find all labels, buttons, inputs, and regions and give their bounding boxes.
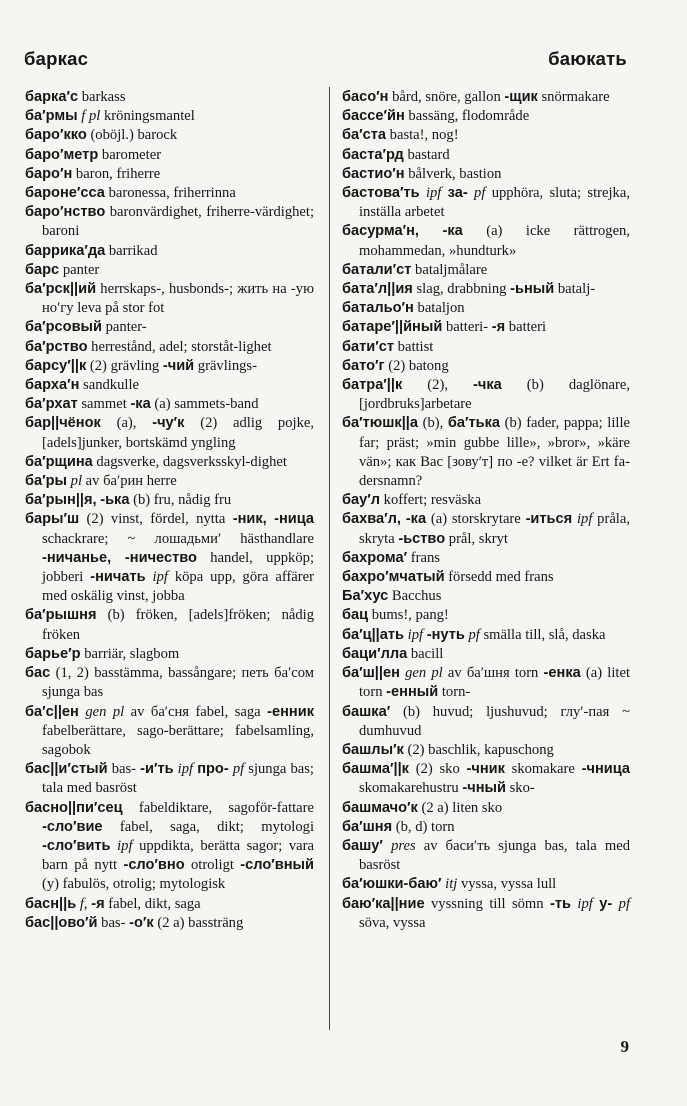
definition-text: kröningsmantel [100,108,195,125]
dictionary-entry [25,376,314,395]
definition-text: grävlings- [194,357,257,374]
definition-text: av ба′рин herre [82,473,177,490]
definition-text: bataljon [413,300,465,317]
dictionary-entry [25,914,314,933]
headword: барье′р [25,645,81,662]
dictionary-entry [342,818,630,837]
grammar-label: f pl [81,108,101,125]
definition-text: battist [394,338,434,355]
definition-text: (b) fröken, [adels]fröken; nådig fröken [42,607,314,643]
headword: бати′ст [342,338,395,355]
headword: баро′н [25,165,73,182]
definition-text: sko- [505,780,535,797]
dictionary-entry [25,280,314,318]
definition-text: (oböjl.) barock [86,127,178,144]
dictionary-entry [25,203,314,241]
grammar-label: ipf [152,569,168,586]
dictionary-entry [342,318,630,337]
derived-form: -сло′вный [240,857,314,874]
definition-text: barkass [78,89,126,105]
headword: басно||пи′сец [25,799,123,816]
definition-text: fabel, saga, dikt; mytologi [102,818,314,835]
headword: басо′н [342,89,389,105]
definition-text: herrestånd, adel; storståt-lighet [87,338,272,355]
definition-text: prål, skryt [445,530,508,547]
derived-form: -сло′вие [42,818,103,835]
dictionary-entry [342,549,630,568]
dictionary-entry [342,357,630,376]
headword: ба′ры [25,473,68,490]
derived-form: -чный [462,780,506,797]
definition-text: bård, snöre, gallon [388,89,505,105]
definition-text: (2), [402,377,473,394]
definition-text: (b) huvud; ljushuvud; глу′-пая ~ dumhuvud [359,703,630,739]
dictionary-entry [342,414,630,491]
definition-text: (b) daglönare, [jordbruks]arbetare [359,377,631,413]
definition-text: skomakare [504,761,582,778]
definition-text: bålverk, bastion [404,165,502,182]
dictionary-entry [342,664,630,702]
definition-text: försedd med frans [444,569,554,586]
definition-text: barrikad [105,242,158,259]
definition-text: (y) fabulös, otrolig; mytologisk [42,876,226,893]
headword: барсу′||к [25,357,87,374]
definition-text: batteri- [442,319,492,336]
dictionary-entry [25,472,314,491]
headword: бас||и′стый [25,761,108,778]
derived-form: -ка [130,396,151,413]
dictionary-entry [342,837,630,875]
dictionary-entry [342,491,630,510]
definition-text: (b), [418,415,448,432]
derived-form: -я [91,895,105,912]
headword: батра′||к [342,377,403,394]
definition-text: koffert; resväska [380,492,482,509]
derived-form: -ть [550,895,571,912]
headword: ба′ш||ен [342,665,400,682]
derived-form: -чник [466,761,505,778]
grammar-label: pf [474,185,486,202]
headword: баци′лла [342,645,408,662]
headword: башмачо′к [342,799,418,816]
derived-form: -и′ть [140,761,174,778]
definition-text: snörmakare [537,89,610,105]
headword: ба′шня [342,818,393,835]
definition-text: (a) storskrytare [426,511,526,528]
derived-form: ба′тька [447,415,501,432]
dictionary-entry [25,357,314,376]
definition-text: barometer [98,146,162,163]
headword: башка′ [342,703,391,720]
definition-text: (2 a) liten sko [417,799,503,816]
grammar-label: pf [232,761,245,778]
headword: Ба′хус [342,588,389,605]
headword: батальо′н [342,300,414,317]
definition-text: bas- [97,914,130,931]
definition-text: bas- [107,761,141,778]
derived-form: -чка [473,377,502,394]
headword: бац [342,607,369,624]
dictionary-entry [342,895,630,933]
headword: бахро′мчатый [342,569,445,586]
definition-text: (1, 2) basstämma, bassångare; петь ба′сом sjunga bas [42,665,314,701]
definition-text: dagsverke, dagsverksskyl-dighet [92,453,287,470]
definition-text: (b, d) torn [392,818,455,835]
dictionary-entry [342,126,630,145]
grammar-label: ipf [407,626,424,643]
headword: баррика′да [25,242,106,259]
headword: батаре′||йный [342,319,443,336]
definition-text: av ба′сня fabel, saga [124,703,268,720]
headword: ба′с||ен [25,703,79,720]
dictionary-entry [342,338,630,357]
definition-text: av ба′шня torn [442,665,544,682]
headword: ба′ста [342,127,387,144]
headword: барс [25,261,60,278]
headword: бата′л||ия [342,281,413,298]
derived-form: -я [491,319,506,336]
definition-text: (a), [100,415,153,432]
derived-form: -чу′к [152,415,185,432]
dictionary-entry [342,261,630,280]
headword: бас [25,665,51,682]
definition-text: barriär, slagbom [80,645,180,662]
grammar-label: ipf [425,185,442,202]
definition-text: panter- [101,319,147,336]
derived-form: -щик [504,89,538,105]
dictionary-entry [25,165,314,184]
derived-form: -енный [386,684,439,701]
headword: бароне′сса [25,185,105,202]
definition-text: köpa upp, göra affärer med oskälig vinst, jobba [42,569,314,605]
dictionary-entry [25,395,314,414]
definition-text: bastard [403,146,450,163]
definition-text [383,838,391,854]
dictionary-entry [25,453,314,472]
definition-text: otroligt [184,857,241,874]
derived-form: -сло′вить [42,837,111,854]
definition-text: uppdikta, berätta sagor; vara barn på nytt [42,837,314,874]
headword: ба′рщина [25,453,93,470]
headword: бастио′н [342,165,405,182]
definition-text: (2) batong [384,357,449,374]
dictionary-entry [25,107,314,126]
definition-text: herrskaps-, husbonds-; жить на -ую но′гу leva på stor fot [42,281,314,317]
headword: ба′рск||ий [25,281,97,298]
headword: башу′ [342,837,383,854]
headword: батали′ст [342,261,412,278]
headword: бахрома′ [342,549,408,566]
definition-text: bassäng, flodområde [404,108,530,125]
definition-text: vyssa, vyssa lull [457,876,557,893]
derived-form: -ничать [90,569,146,586]
dictionary-entry [25,146,314,165]
headword: баро′кко [25,127,87,144]
definition-text: (b) fader, pappa; lille far; präst; »min gubbe lille», »bror», »käre vän»; как Вас [зову′т] по -е? vilket är Ert fa-dersnamn? [359,415,630,490]
derived-form: -ьный [510,281,555,298]
dictionary-entry [25,510,314,606]
dictionary-entry [342,606,630,625]
definition-text: bums!, pang! [368,607,449,624]
definition-text: (2) sko [408,761,467,778]
left-column [25,88,314,933]
headword: баю′ка||ние [342,895,425,912]
definition-text: (b) fru, nådig fru [129,492,232,509]
headword: барка′с [25,89,79,105]
headword: баро′метр [25,146,99,163]
dictionary-entry [342,299,630,318]
grammar-label: pf [468,626,480,643]
dictionary-entry [25,318,314,337]
derived-form: -сло′вно [123,857,185,874]
definition-text: frans [407,549,440,566]
dictionary-entry [342,165,630,184]
definition-text: söva, vyssa [359,914,426,931]
dictionary-entry [25,645,314,664]
definition-text: batalj- [554,281,596,298]
definition-text: handel, uppköp; jobberi [42,549,314,586]
headword: бар||чёнок [25,415,101,432]
derived-form: -ничанье, -ничество [42,549,197,566]
definition-text: slag, drabbning [412,281,511,298]
derived-form: -ник, [232,511,267,528]
definition-text: fabel, dikt, saga [104,895,201,912]
dictionary-entry [342,376,630,414]
dictionary-entry [25,88,314,107]
grammar-label: pf [618,895,630,912]
running-head-right: баюкать [548,48,627,69]
headword: ба′рство [25,338,88,355]
derived-form: -чница [581,761,630,778]
grammar-label: pres [391,837,416,854]
derived-form: -нуть [426,626,465,643]
derived-form: -иться [525,511,573,528]
dictionary-entry [342,799,630,818]
page-number: 9 [620,1037,629,1056]
dictionary-entry [25,242,314,261]
headword: ба′рхат [25,396,78,413]
definition-text: (2) baschlik, kapuschong [403,741,554,758]
definition-text: fabeldiktare, sagoför-fattare [122,799,314,816]
derived-form: -ка [442,223,463,240]
definition-text: av баси′ть sjunga bas, tala med basröst [359,837,630,874]
dictionary-entry [342,222,630,260]
grammar-label: ipf [577,895,593,912]
definition-text: bacill [407,645,444,662]
headword: ба′рмы [25,108,78,125]
definition-text [419,223,442,239]
dictionary-entry [25,799,314,895]
derived-form: -ьство [398,530,446,547]
dictionary-entry [342,280,630,299]
headword: баста′рд [342,146,404,163]
dictionary-entry [25,664,314,702]
derived-form: про- [197,761,229,778]
definition-text: basta!, nog! [386,127,459,144]
derived-form: -ка [405,511,427,528]
grammar-label: ipf [576,511,593,528]
definition-text: Bacchus [388,588,442,605]
headword: бассе′йн [342,108,405,125]
right-column [342,88,630,933]
definition-text: bataljmålare [411,261,488,278]
dictionary-entry [342,626,630,645]
dictionary-entry [25,895,314,914]
dictionary-entry [25,414,314,452]
headword: бас||ово′й [25,914,98,931]
definition-text: (2) adlig pojke, [adels]junker, bortskämd yngling [42,415,314,451]
derived-form: -ька [100,492,130,509]
dictionary-entry [25,760,314,798]
headword: ба′юшки-баю′ [342,876,442,893]
running-head-left: баркас [24,48,89,69]
dictionary-entry [342,760,630,798]
dictionary-entry [25,703,314,761]
headword: ба′ц||ать [342,626,405,643]
headword: ба′рышня [25,607,97,624]
dictionary-entry [342,146,630,165]
derived-form: -ница [274,511,314,528]
dictionary-entry [342,184,630,222]
headword: бастова′ть [342,185,420,202]
headword: ба′рсовый [25,319,102,336]
headword: бахва′л, [342,511,401,528]
definition-text: sandkulle [79,377,139,394]
definition-text: (2) vinst, fördel, nytta [79,511,233,528]
dictionary-entry [25,338,314,357]
dictionary-entry [25,261,314,280]
dictionary-entry [25,184,314,203]
dictionary-entry [342,587,630,606]
derived-form: у- [599,895,613,912]
headword: башма′||к [342,761,409,778]
definition-text [267,511,274,527]
grammar-label: f, [79,895,88,912]
dictionary-entry [342,568,630,587]
headword: ба′тюшк||а [342,415,418,432]
definition-text: (2) grävling [86,357,163,374]
grammar-label: ipf [177,761,194,778]
derived-form: -о′к [129,914,154,931]
headword: бары′ш [25,511,80,528]
definition-text: skomakarehustru [359,780,463,797]
dictionary-entry [342,510,630,548]
definition-text: (2 a) bassträng [153,914,244,931]
definition-text: sammet [77,396,131,413]
dictionary-entry [342,741,630,760]
dictionary-entry [342,703,630,741]
headword: баро′нство [25,204,106,221]
grammar-label: gen pl [85,703,125,720]
definition-text [146,569,153,585]
definition-text: baronvärdighet, friherre-värdighet; baroni [42,204,314,240]
definition-text: smälla till, slå, daska [479,626,606,643]
definition-text: baron, friherre [72,165,161,182]
derived-form: -енка [543,665,581,682]
headword: барха′н [25,377,80,394]
headword: ба′рын||я, [25,492,97,509]
dictionary-entry [25,606,314,644]
definition-text: upphöra, sluta; strejka, inställa arbetet [359,185,630,221]
derived-form: -енник [267,703,315,720]
grammar-label: pl [70,473,83,490]
definition-text: batteri [505,319,547,336]
column-divider [329,87,330,1030]
grammar-label: ipf [117,837,133,854]
headword: басн||ь [25,895,77,912]
definition-text: baronessa, friherrinna [104,185,236,202]
definition-text: fabelberättare, sago-berättare; fabelsamling, sagobok [42,722,314,758]
headword: башлы′к [342,741,404,758]
definition-text: pråla, skryta [359,511,630,547]
grammar-label: itj [445,876,458,893]
headword: бато′г [342,357,385,374]
definition-text: vyssning till sömn [424,895,550,912]
dictionary-entry [25,126,314,145]
dictionary-entry [342,875,630,894]
dictionary-entry [25,491,314,510]
grammar-label: gen pl [405,665,443,682]
headword: бау′л [342,492,381,509]
dictionary-entry [342,88,630,107]
derived-form: -чий [162,357,195,374]
derived-form: за- [447,185,468,202]
definition-text: (a) sammets-band [150,396,259,413]
definition-text: (a) icke rättrogen, mohammedan, »hundturk» [359,223,630,259]
definition-text: panter [59,261,100,278]
definition-text: schackrare; ~ лошадьми′ hästhandlare [42,530,314,547]
definition-text: (a) litet torn [359,665,630,701]
definition-text: sjunga bas; tala med basröst [42,761,314,797]
definition-text: torn- [438,684,471,701]
dictionary-entry [342,107,630,126]
dictionary-entry [342,645,630,664]
headword: басурма′н, [342,223,419,240]
